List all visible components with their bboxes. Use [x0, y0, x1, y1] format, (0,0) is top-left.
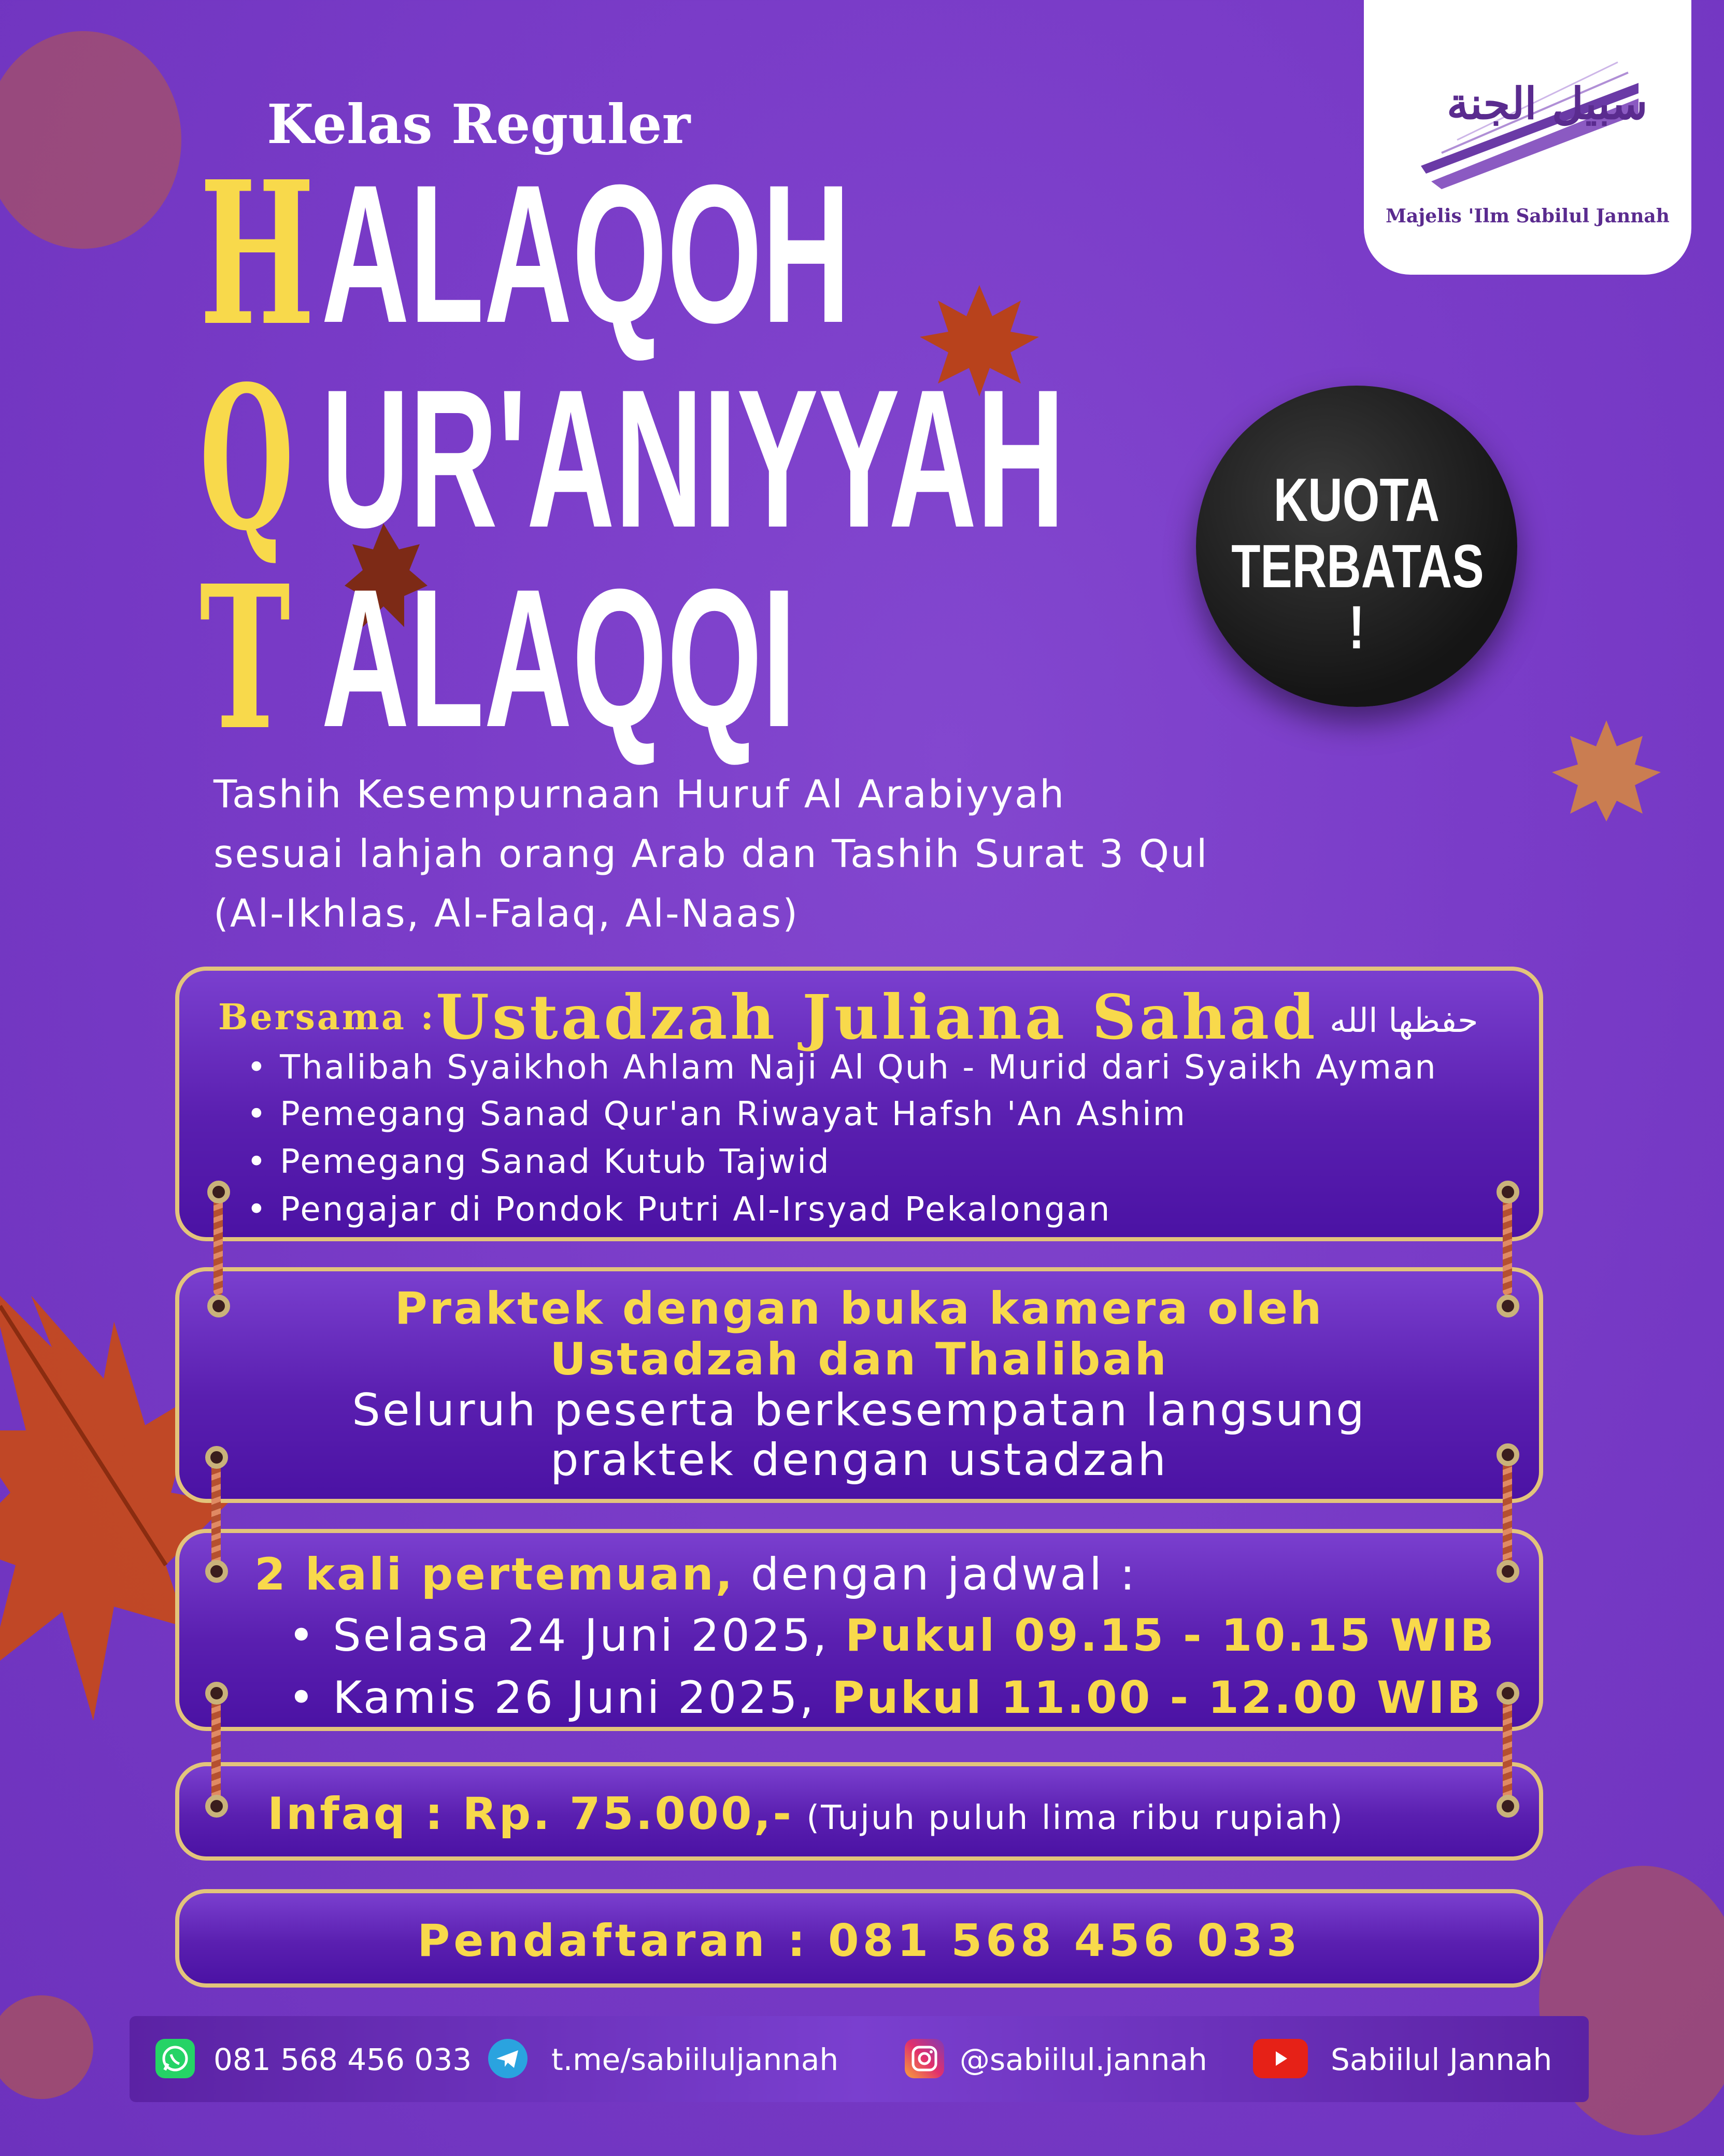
title-line-2: UR'ANIYYAH	[321, 348, 1065, 569]
logo-arabic-text: سبيل الجنة	[1447, 78, 1648, 129]
grommet	[207, 1181, 230, 1203]
grommet	[1497, 1181, 1519, 1203]
subtitle-line-1: Tashih Kesempurnaan Huruf Al Arabiyyah	[213, 772, 1066, 817]
grommet	[1497, 1682, 1519, 1705]
credential-text: Thalibah Syaikhoh Ahlam Naji Al Quh - Murid dari Syaikh Ayman	[280, 1048, 1437, 1087]
title-line-1: ALAQOH	[321, 144, 850, 364]
title-initial-q: Q	[200, 343, 294, 574]
hanging-rope	[1503, 1451, 1512, 1570]
youtube-channel[interactable]: Sabiilul Jannah	[1331, 2042, 1552, 2077]
schedule-intro-text: dengan jadwal :	[734, 1549, 1137, 1600]
badge-line-1: KUOTA	[1273, 466, 1440, 534]
grommet	[205, 1795, 228, 1818]
session-time: Pukul 09.15 - 10.15 WIB	[845, 1610, 1497, 1662]
autumn-leaf-icon	[0, 1990, 104, 2104]
grommet	[1497, 1795, 1519, 1818]
telegram-link[interactable]: t.me/sabiiluljannah	[551, 2042, 839, 2077]
grommet	[1497, 1443, 1519, 1466]
meeting-count: 2 kali pertemuan,	[254, 1549, 735, 1600]
title-line-3: ALAQQI	[321, 548, 796, 768]
registration-text: Pendaftaran : 081 568 456 033	[417, 1915, 1301, 1967]
grommet	[205, 1446, 228, 1469]
session-date: Kamis 26 Juni 2025,	[333, 1672, 832, 1724]
practice-line-3: Seluruh peserta berkesempatan langsung	[352, 1384, 1366, 1436]
infaq-row	[267, 1788, 1344, 1840]
session-time: Pukul 11.00 - 12.00 WIB	[832, 1672, 1483, 1724]
instagram-icon[interactable]	[905, 2039, 944, 2078]
credential-text: Pemegang Sanad Qur'an Riwayat Hafsh 'An Ashim	[280, 1095, 1187, 1133]
grommet	[1497, 1560, 1519, 1583]
credential-item: • Pemegang Sanad Kutub Tajwid	[247, 1143, 831, 1181]
credential-text: Pengajar di Pondok Putri Al-Irsyad Pekalongan	[280, 1190, 1112, 1229]
telegram-icon[interactable]	[488, 2039, 528, 2078]
autumn-leaf-icon	[1549, 715, 1663, 824]
hanging-rope	[211, 1456, 221, 1570]
practice-line-2: Ustadzah dan Thalibah	[550, 1334, 1169, 1385]
subtitle-line-3: (Al-Ikhlas, Al-Falaq, Al-Naas)	[213, 891, 800, 936]
badge-line-2: TERBATAS !	[1231, 532, 1484, 662]
subtitle-line-2: sesuai lahjah orang Arab dan Tashih Surat 3 Qul	[213, 832, 1209, 876]
session-item: • Kamis 26 Juni 2025, Pukul 11.00 - 12.00 WIB	[288, 1672, 1483, 1724]
whatsapp-icon[interactable]	[155, 2039, 195, 2078]
teacher-prefix: Bersama :	[218, 997, 436, 1038]
grommet	[207, 1295, 230, 1317]
class-type-label: Kelas Reguler	[267, 92, 691, 156]
logo-caption: Majelis 'Ilm Sabilul Jannah	[1386, 205, 1670, 227]
instagram-handle[interactable]: @sabiilul.jannah	[960, 2042, 1207, 2077]
title-initial-t: T	[200, 542, 291, 774]
hanging-rope	[1503, 1690, 1512, 1809]
credential-item: • Pemegang Sanad Qur'an Riwayat Hafsh 'An Ashim	[247, 1095, 1187, 1133]
youtube-icon[interactable]	[1253, 2039, 1308, 2078]
practice-panel	[175, 1267, 1543, 1503]
infaq-words: (Tujuh puluh lima ribu rupiah)	[806, 1799, 1344, 1837]
session-item: • Selasa 24 Juni 2025, Pukul 09.15 - 10.15 WIB	[288, 1610, 1497, 1662]
limited-quota-badge	[1196, 386, 1517, 707]
infaq-amount: Infaq : Rp. 75.000,-	[267, 1788, 794, 1840]
whatsapp-number[interactable]: 081 568 456 033	[213, 2042, 472, 2077]
grommet	[205, 1682, 228, 1705]
registration-panel	[175, 1889, 1543, 1988]
autumn-leaf-icon	[0, 21, 197, 259]
grommet	[1497, 1295, 1519, 1317]
credential-item: • Pengajar di Pondok Putri Al-Irsyad Pekalongan	[247, 1190, 1112, 1229]
contact-footer	[130, 2016, 1589, 2102]
credential-text: Pemegang Sanad Kutub Tajwid	[280, 1143, 831, 1181]
teacher-name: Ustadzah Juliana Sahad	[436, 981, 1318, 1053]
practice-line-1: Praktek dengan buka kamera oleh	[394, 1283, 1324, 1335]
title-initial-h: H	[200, 138, 315, 370]
schedule-panel	[175, 1529, 1543, 1731]
practice-line-4: praktek dengan ustadzah	[550, 1434, 1169, 1486]
teacher-honorific: حفظها الله	[1330, 1002, 1478, 1040]
organization-logo	[1364, 0, 1691, 275]
credential-item: • Thalibah Syaikhoh Ahlam Naji Al Quh - Murid dari Syaikh Ayman	[247, 1048, 1437, 1087]
infaq-panel	[175, 1762, 1543, 1861]
schedule-intro	[254, 1549, 1137, 1600]
teacher-panel	[175, 967, 1543, 1241]
grommet	[205, 1560, 228, 1583]
hanging-rope	[211, 1690, 221, 1809]
session-date: Selasa 24 Juni 2025,	[333, 1610, 845, 1662]
